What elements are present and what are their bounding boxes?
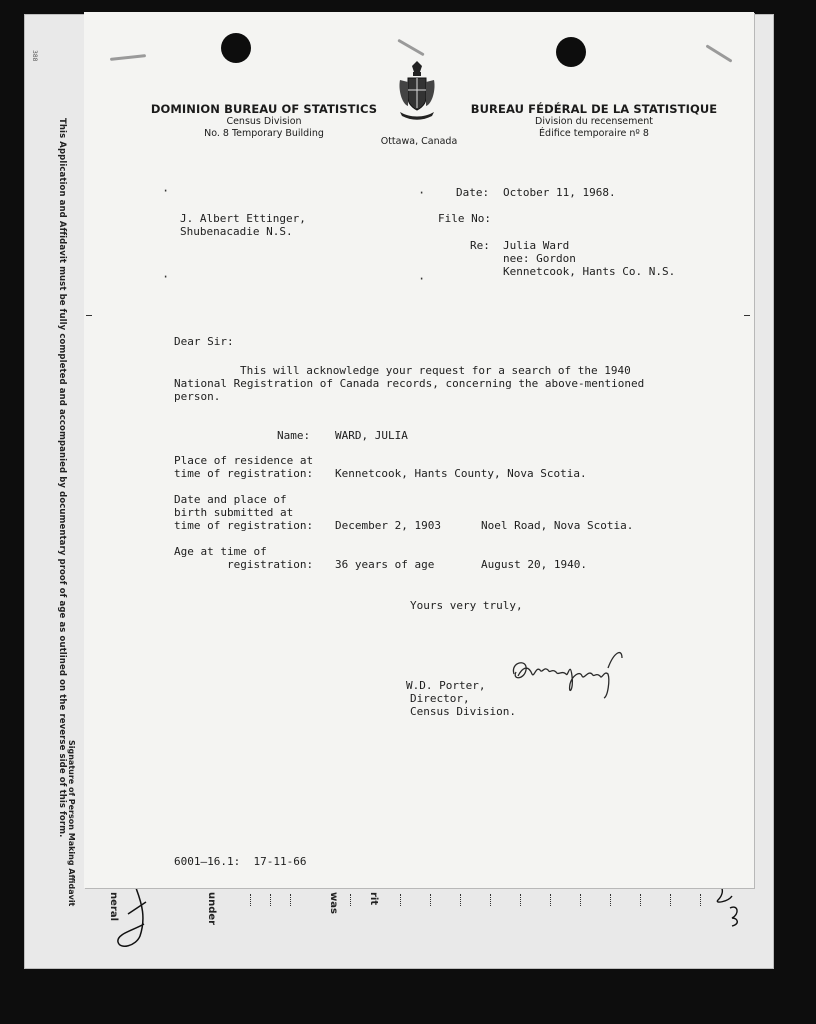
- re-line: Julia Ward: [503, 239, 570, 252]
- name-value: WARD, JULIA: [335, 429, 408, 442]
- handwritten-mark: [106, 884, 166, 954]
- body-line: This will acknowledge your request for a search of the 1940: [240, 364, 631, 377]
- staple-mark: [110, 54, 146, 61]
- addressee-place: Shubenacadie N.S.: [180, 225, 293, 238]
- signer-department: Census Division.: [410, 705, 516, 718]
- residence-label: Place of residence at: [174, 454, 314, 467]
- coat-of-arms-icon: [396, 60, 438, 124]
- registration-date: August 20, 1940.: [481, 558, 587, 571]
- birth-label: birth submitted at: [174, 506, 294, 519]
- birth-date: December 2, 1903: [335, 519, 441, 532]
- birth-label: Date and place of: [174, 493, 287, 506]
- date-value: October 11, 1968.: [503, 186, 616, 199]
- valediction: Yours very truly,: [410, 599, 523, 612]
- file-label: File No:: [438, 212, 491, 225]
- date-label: Date:: [456, 186, 490, 199]
- signature-image: [504, 640, 644, 704]
- re-line: nee: Gordon: [503, 252, 576, 265]
- punch-hole: [221, 33, 251, 63]
- re-label: Re:: [470, 239, 490, 252]
- body-line: person.: [174, 390, 221, 403]
- affidavit-instruction: This Application and Affidavit must be fully completed and accompanied by documentary proof of age as outlined on the reverse side of this form.: [57, 118, 67, 838]
- division-en: Census Division: [226, 116, 302, 127]
- birth-place: Noel Road, Nova Scotia.: [481, 519, 634, 532]
- residence-value: Kennetcook, Hants County, Nova Scotia.: [335, 467, 587, 480]
- bureau-name-en: DOMINION BUREAU OF STATISTICS: [150, 102, 378, 116]
- staple-mark: [397, 39, 424, 57]
- addressee-name: J. Albert Ettinger,: [180, 212, 306, 225]
- signature-line-label: Signature of Person Making Affidavit: [67, 740, 76, 907]
- back-form-bottom-strip: [100, 884, 760, 924]
- residence-label: time of registration:: [174, 467, 314, 480]
- letterhead-center: [364, 136, 474, 148]
- strip-word: rit: [368, 892, 379, 906]
- bureau-name-fr: BUREAU FÉDÉRAL DE LA STATISTIQUE: [470, 102, 718, 116]
- name-label: Name:: [277, 429, 311, 442]
- form-tag: 388: [31, 50, 38, 62]
- signer-title: Director,: [410, 692, 470, 705]
- building-fr: Édifice temporaire nº 8: [539, 128, 649, 139]
- age-label: Age at time of: [174, 545, 267, 558]
- building-en: No. 8 Temporary Building: [204, 128, 324, 139]
- letterhead-left: [144, 102, 384, 140]
- birth-label: time of registration:: [174, 519, 314, 532]
- body-line: National Registration of Canada records, concerning the above-mentioned: [174, 377, 645, 390]
- letter-sheet: DOMINION BUREAU OF STATISTICS Census Division No. 8 Temporary Building Ottawa, Canada BUREAU FÉDÉRAL DE LA STATISTIQUE Division du recensement Édifice temporaire nº 8 · · · · Date: October 11, 1968. File No: Re: Julia Ward nee: Gordon Kennetcook, Hants Co. N.S. J. Albert Ettinger, Shubenacadie N.S. Dear Sir: This will acknowledge your request for a search of the 1940 National Registration of Canada records, concerning the above-mentioned person. Name: WARD, JULIA Place of residence at time of registration: Kennetcook, Hants County, Nova Scotia. Date and place of birth submitted at time of registration: December 2, 1903 Noel Road, Nova Scotia. Age at time of registration: 36 years of age August 20, 1940. Yours very truly, W.D. Porter, Director, Census Division. 6001—16.1: 17-11-66: [84, 12, 754, 888]
- division-fr: Division du recensement: [535, 116, 653, 127]
- strip-word: neral: [108, 892, 119, 922]
- age-value: 36 years of age: [335, 558, 435, 571]
- letterhead-right: [464, 102, 724, 140]
- strip-word: under: [206, 892, 217, 926]
- form-code: 6001—16.1: 17-11-66: [174, 855, 307, 868]
- salutation: Dear Sir:: [174, 335, 234, 348]
- signer-name: W.D. Porter,: [406, 679, 486, 692]
- staple-mark: [705, 44, 732, 62]
- age-label: registration:: [227, 558, 314, 571]
- re-line: Kennetcook, Hants Co. N.S.: [503, 265, 676, 278]
- city-line: Ottawa, Canada: [380, 136, 458, 147]
- punch-hole: [556, 37, 586, 67]
- strip-word: was: [328, 892, 339, 914]
